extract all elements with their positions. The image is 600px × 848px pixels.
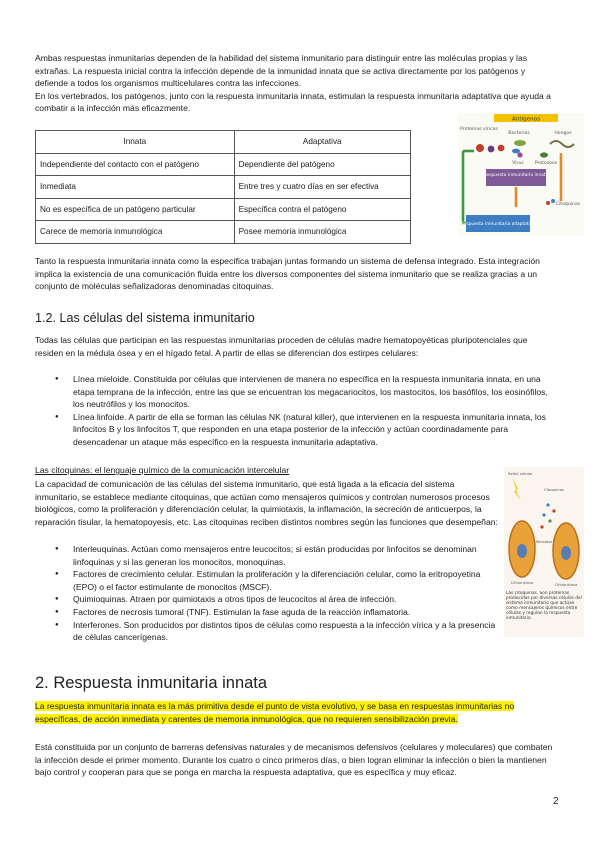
table-cell: Carece de memoria inmunológica [36,221,235,244]
cytokines-illustration [504,467,584,637]
table-row [36,221,411,244]
protein-icon [498,145,505,152]
label-signal: Señal celular [508,471,533,476]
table-header-adaptativa: Adaptativa [234,131,410,154]
cytokine-dot [548,519,551,522]
label-receptor: Receptor [535,539,553,544]
section-heading-innate: 2. Respuesta inmunitaria innata [35,674,268,692]
intro-text-1: Ambas respuestas inmunitarias dependen de la habilidad del sistema inmunitario para distinguir entre las moléculas propias y las extrañas. La respuesta inicial contra la infección depende de la inmunidad innata que se activa directamente por los patógenos y defiende a todos los organismos multicelulares contra las infecciones. [35,53,528,89]
list-item: ● Interferones. Son producidos por distintos tipos de células como respuesta a la infección vírica y a la presencia de células cancerígenas. [55,619,500,644]
list-item: ● Interleuquinas. Actúan como mensajeros entre leucocitos; si están producidas por linfocitos se denominan linfoquinas y si las generan los monocitos, monoquinas. [55,543,500,568]
label-virus: Virus [512,161,524,166]
integration-paragraph: Tanto la respuesta inmunitaria innata como la específica trabajan juntas formando un sistema de defensa integrado. Esta integración implica la existencia de una comunicación fluida entre los diversos componentes del sistema inmunitario que se realiza gracias a un conjunto de moléculas señalizadoras denominadas citoquinas. [35,256,540,292]
label-cytokines: Citoquinas [555,202,581,207]
cell-lines-list [55,373,550,449]
cells-paragraph: Todas las células que participan en las respuestas inmunitarias proceden de células madre hematopoyéticas pluripotenciales que residen en la médula ósea y en el hígado fetal. A partir de ellas se diferencian dos estirpes celulares: [35,335,528,358]
label-bacteria: Bacterias [508,131,530,136]
adaptive-label: Respuesta inmunitaria adaptativa [460,222,536,227]
intro-text-2: En los vertebrados, los patógenos, junto con la respuesta inmunitaria innata, estimulan la respuesta inmunitaria adaptativa que ayuda a combatir a la infección más eficazmente. [35,90,551,114]
cytokine-dot [552,509,555,512]
nucleus-icon [517,544,527,558]
cytokine-dot [551,199,555,203]
list-item: ● Factores de necrosis tumoral (TNF). Estimulan la fase aguda de la reacción inflamatoria. [55,606,500,619]
table-cell: No es específica de un patógeno particular [36,198,235,221]
list-item: ● Factores de crecimiento celular. Estimulan la proliferación y la diferenciación celular, como la eritropoyetina (EPO) o el factor estimulante de monocitos (MSCF). [55,568,500,593]
label-cytokines-fig: Citoquinas [543,487,565,492]
table-cell: Inmediata [36,176,235,199]
table-cell: Posee memoria inmunológica [234,221,410,244]
cytokines-subheading: Las citoquinas: el lenguaje químico de la comunicación intercelular [35,465,290,475]
label-protozoa: Protozoos [534,161,558,166]
table-cell: Dependiente del patógeno [234,153,410,176]
list-item: ● Línea mieloide. Constituida por células que intervienen de manera no específica en la respuesta inmunitaria innata, en una etapa temprana de la infección, entre las que se encuentran los megacariocitos, los mastocitos, los basófilos, los eosinófilos, los neutrófilos y los monocitos. [55,373,550,411]
table-row [36,176,411,199]
antigens-title: Antígenos [512,116,540,123]
protozoa-icon [540,152,548,157]
table-cell: Entre tres y cuatro días en ser efectiva [234,176,410,199]
bacteria-icon [512,149,520,154]
label-cell-a: Célula diana [510,581,534,585]
label-cell-b: Célula diana [554,583,578,587]
comparison-table [35,130,411,244]
cytokines-list [55,543,500,644]
table-row [36,153,411,176]
highlighted-paragraph [35,700,557,725]
cytokine-dot [546,503,549,506]
intro-paragraph [35,52,557,115]
innate-paragraph: Está constituida por un conjunto de barreras defensivas naturales y de mecanismos defensivos (celulares y moleculares) que combaten la infección desde el primer momento. Durante los cuatro o cinco primeros días, o bien logran eliminar la infección o bien la mantienen bajo control y cooperan para que se ponga en marcha la respuesta adaptativa, que es específica y muy eficaz. [35,742,553,778]
innate-label: Respuesta inmunitaria innata [483,173,549,178]
nucleus-icon [561,546,571,560]
label-fungi: Hongos [554,131,572,136]
antigens-diagram [458,113,584,236]
highlighted-text: La respuesta inmunitaria innata es la más primitiva desde el punto de vista evolutivo, y se basa en respuestas inmunitarias no específicas, de acción inmediata y carentes de memoria inmunológica, que no requieren sensibilización previa. [35,701,515,724]
table-row [36,198,411,221]
table-header-innata: Innata [36,131,235,154]
cytokine-dot [542,513,545,516]
page-number: 2 [553,796,559,807]
protein-icon [488,146,495,153]
figure-caption: Las citoquinas. Son proteínas producidas por diversas células del sistema inmunitario que actúan como mensajeros químicos entre células y regulan la respuesta inmunitaria. [506,591,582,622]
list-item: ● Quimioquinas. Atraen por quimiotaxis a otros tipos de leucocitos al área de infección. [55,593,500,606]
protein-icon [476,144,484,152]
table-cell: Independiente del contacto con el patógeno [36,153,235,176]
section-heading-cells: 1.2. Las células del sistema inmunitario [35,311,255,325]
bacteria-icon [514,140,526,146]
list-item: ● Línea linfoide. A partir de ella se forman las células NK (natural killer), que intervienen en la respuesta inmunitaria innata, los linfocitos B y los linfocitos T, que responden en una etapa posterior de la infección y actúan coordinadamente para desencadenar un ataque más específico en la respuesta inmunitaria adaptativa. [55,411,550,449]
cytokine-dot [540,525,543,528]
virus-icon [517,152,522,157]
table-header-row [36,131,411,154]
label-proteins: Proteínas víricas [460,127,498,132]
cytokines-paragraph: La capacidad de comunicación de las células del sistema inmunitario, que está ligada a la eficacia del sistema inmunitario, se establece mediante citoquinas, que actúan como mensajeros químicos y controlan numerosos procesos biológicos, como la proliferación y diferenciación celular, la quimiotaxis, la inflamación, la secreción de anticuerpos, la reparación tisular, la hematopoyesis, etc. Las citoquinas reciben distintos nombres según las funciones que desempeñan: [35,479,498,527]
table-cell: Específica contra el patógeno [234,198,410,221]
cytokine-dot [546,201,550,205]
